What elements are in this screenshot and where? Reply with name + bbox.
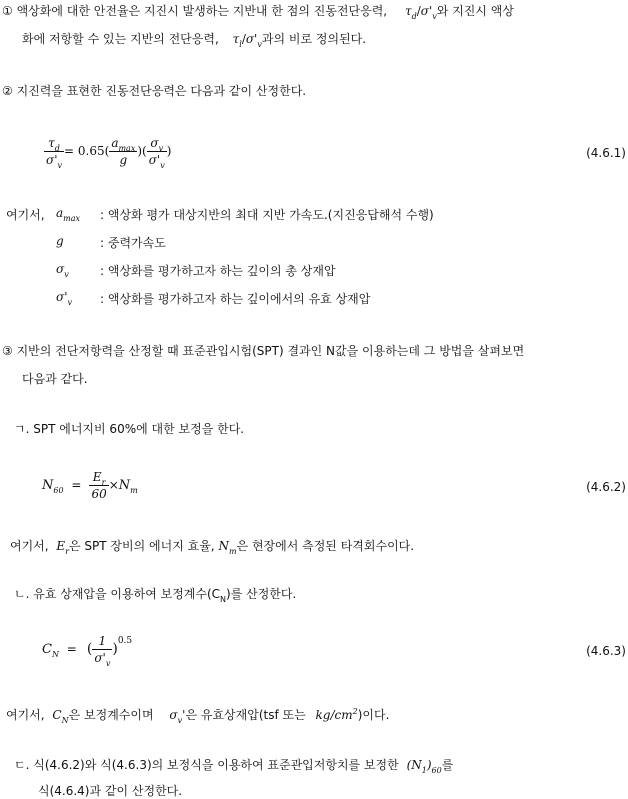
def-g-text: : 중력가속도 <box>100 236 166 250</box>
equation-4-6-3: $C_N$ = ( $\frac{1}{\sigma'_v}$ )$^{0.5}$ <box>42 634 133 668</box>
para1-text-b: 와 지진시 액상 <box>436 4 514 18</box>
defs2-line: 여기서, $E_r$은 SPT 장비의 에너지 효율, $N_m$은 현장에서 측정된 타격회수이다. <box>10 539 415 556</box>
equation-number-4-6-3: (4.6.3) <box>586 644 626 658</box>
sigma-v-symbol-2: $\sigma'_v$ <box>245 32 262 49</box>
defs3-prefix: 여기서, <box>6 708 45 722</box>
item-b: ㄴ. 유효 상재압을 이용하여 보정계수$(C_N)$를 산정한다. <box>14 587 297 604</box>
item-b-text: 유효 상재압을 이용하여 보정계수(C <box>33 587 221 601</box>
circled-number-1: ① <box>2 4 13 18</box>
circled-number-3: ③ <box>2 344 13 358</box>
tau-d-symbol: $\tau_d$ <box>404 4 417 21</box>
item-c-line-2: 식(4.6.4)과 같이 산정한다. <box>38 784 183 798</box>
defs3-tail-b: )이다. <box>357 708 390 722</box>
item-c-line-1: ㄷ. 식(4.6.2)와 식(4.6.3)의 보정식을 이용하여 표준관입저항치를 보정한 $(N_1)_{60}$를 <box>14 758 454 775</box>
item-a-text: SPT 에너지비 60%에 대한 보정을 한다. <box>33 422 245 436</box>
def-sigma-v-eff: $\sigma'_v$ <box>56 290 73 307</box>
def-amax-text: : 액상화 평가 대상지반의 최대 지반 가속도.(지진응답해석 수행) <box>100 208 434 222</box>
def-g: g <box>56 234 64 248</box>
sigma-v-symbol: $\sigma'_v$ <box>420 4 437 21</box>
eq1-stress-fraction: $\frac{\sigma_v}{\sigma'_v}$ <box>148 136 165 170</box>
equation-4-6-2: $N_{60}$ = $\frac{E_r}{60}$ $\times N_m$ <box>42 470 138 501</box>
def-sigma-v-eff-text: : 액상화를 평가하고자 하는 깊이에서의 유효 상재압 <box>100 292 371 306</box>
defs3-tail-a: 은 유효상재압(tsf 또는 <box>185 708 306 722</box>
paragraph-1-line-1: ① 액상화에 대한 안전율은 지진시 발생하는 지반내 한 점의 진동전단응력, $\tau_d/\sigma'_v$와 지진시 액상 <box>2 4 514 21</box>
eq2-fraction: $\frac{E_r}{60}$ <box>91 470 107 501</box>
item-c-marker: ㄷ. <box>14 758 30 772</box>
item-c-text-b: 를 <box>441 758 454 772</box>
item-b-text-end: )를 산정한다. <box>226 587 297 601</box>
defs3-mid: 은 보정계수이며 <box>68 708 154 722</box>
def-sigma-v: $\sigma_v$ <box>56 262 69 279</box>
eq1-close: ) <box>166 144 172 158</box>
eq1-accel-fraction: $\frac{a_{max}}{g}$ <box>111 136 136 167</box>
equation-number-4-6-1: (4.6.1) <box>586 146 626 160</box>
para2-text: 지진력을 표현한 진동전단응력은 다음과 같이 산정한다. <box>16 84 307 98</box>
tau-l-symbol: $\tau_l$ <box>232 32 242 49</box>
eq3-fraction: $\frac{1}{\sigma'_v}$ <box>94 634 111 668</box>
item-a-marker: ㄱ. <box>14 422 30 436</box>
para1-text-c: 화에 저항할 수 있는 지반의 전단응력, <box>22 32 219 46</box>
equation-number-4-6-2: (4.6.2) <box>586 480 626 494</box>
eq1-lhs-fraction: $\frac{\tau_d}{\sigma'_v}$ <box>46 136 63 170</box>
defs2-mid: 은 SPT 장비의 에너지 효율, <box>69 539 215 553</box>
item-c-text-a: 식(4.6.2)와 식(4.6.3)의 보정식을 이용하여 표준관입저항치를 보정한 <box>33 758 399 772</box>
item-b-marker: ㄴ. <box>14 587 30 601</box>
eq1-coefficient: = 0.65( <box>64 144 110 158</box>
para1-text-a: 액상화에 대한 안전율은 지진시 발생하는 지반내 한 점의 진동전단응력, <box>16 4 388 18</box>
paragraph-2 <box>2 82 306 99</box>
defs1-prefix: 여기서, <box>6 208 45 222</box>
circled-number-2: ② <box>2 84 13 98</box>
def-amax: $a_{max}$ <box>56 206 81 223</box>
paragraph-1-line-2: 화에 저항할 수 있는 지반의 전단응력, $\tau_l/\sigma'_v$과의 비로 정의된다. <box>22 32 367 49</box>
defs2-tail: 은 현장에서 측정된 타격회수이다. <box>236 539 415 553</box>
paragraph-3-line-2: 다음과 같다. <box>22 372 88 386</box>
paragraph-3-line-1 <box>2 342 524 359</box>
eq1-mid: )( <box>137 144 147 158</box>
para1-text-d: 과의 비로 정의된다. <box>261 32 367 46</box>
defs2-prefix: 여기서, <box>10 539 49 553</box>
equation-4-6-1 <box>44 136 171 176</box>
para3-text-1: 지반의 전단저항력을 산정할 때 표준관입시험(SPT) 결과인 N값을 이용하는데 그 방법을 살펴보면 <box>16 344 525 358</box>
defs1-list <box>56 206 616 306</box>
def-sigma-v-text: : 액상화를 평가하고자 하는 깊이의 총 상재압 <box>100 264 336 278</box>
item-a <box>14 420 244 437</box>
defs3-line: 여기서, $C_N$은 보정계수이며 $\sigma_v'$은 유효상재압(tsf 또는 $kg/cm^2$)이다. <box>6 707 390 725</box>
